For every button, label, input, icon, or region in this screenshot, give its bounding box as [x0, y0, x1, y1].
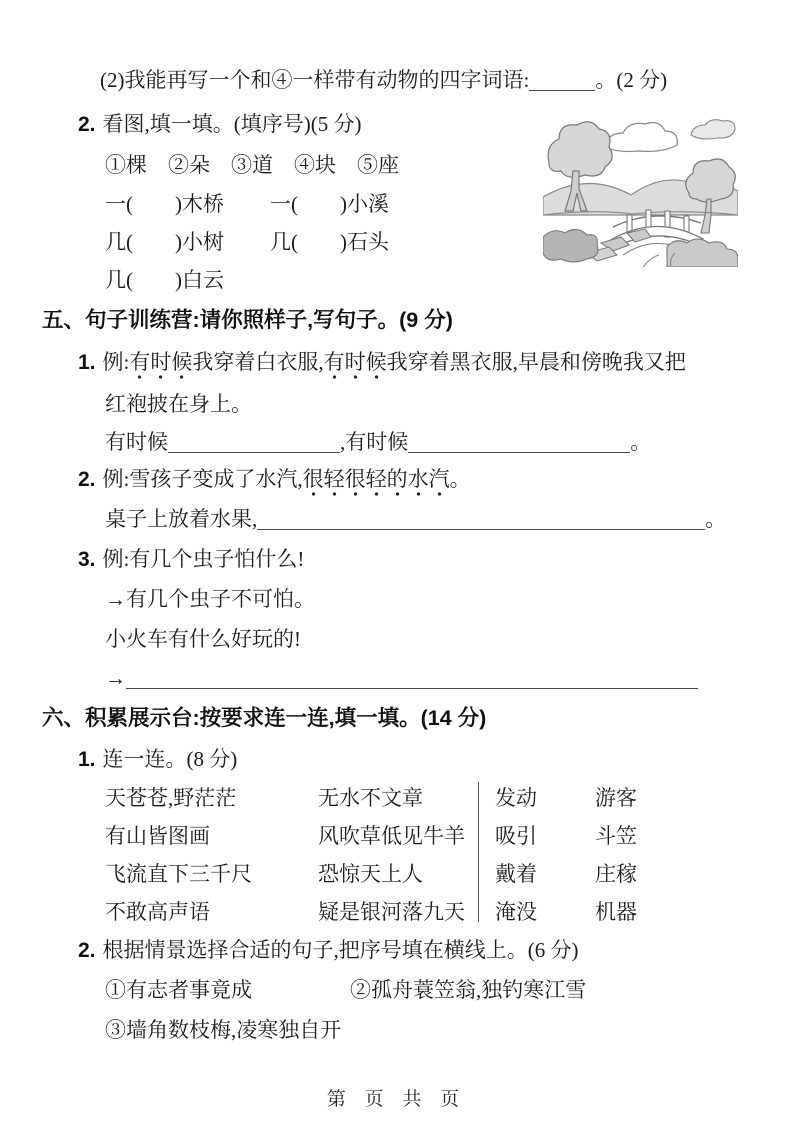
match-right-b: 游客: [595, 786, 637, 810]
measure-word-options-text: ①棵 ②朵 ③道 ④块 ⑤座: [105, 153, 399, 177]
match-right-b: 机器: [595, 900, 637, 924]
answer-blank: [257, 508, 705, 530]
match-left-a: 天苍苍,野茫茫: [105, 786, 237, 810]
example-text: 我穿着白衣服,: [192, 350, 324, 374]
s6-item2-title-text: 根据情景选择合适的句子,把序号填在横线上。(6 分): [102, 938, 579, 962]
s6-item2-title: [78, 938, 579, 963]
match-row: [105, 900, 637, 924]
fill-row-3-text: 几( )白云: [105, 268, 224, 292]
arrow-icon: →: [105, 666, 126, 690]
section-6-heading: [42, 706, 486, 731]
fill-row-1: [105, 192, 389, 216]
section-5-heading-text: 五、句子训练营:请你照样子,写句子。(9 分): [42, 308, 453, 332]
s5-item1-example-line1: [78, 350, 686, 375]
question-2-title-text: 看图,填一填。(填序号)(5 分): [102, 112, 362, 136]
fill-row-2a: 几( )小树: [105, 230, 224, 254]
s6-item1-title: [78, 747, 237, 772]
match-right-a: 吸引: [495, 824, 537, 848]
s6-item2-options-row1: [105, 978, 586, 1002]
s6-item2-options-row2: [105, 1018, 341, 1042]
match-left-b: 恐惊天上人: [318, 862, 423, 886]
s5-item1-answer-line: [105, 430, 651, 454]
answer-prefix: 有时候: [105, 430, 168, 454]
scene-illustration: [543, 115, 738, 267]
match-right-b: 庄稼: [595, 862, 637, 886]
option-3: ③墙角数枝梅,凌寒独自开: [105, 1018, 342, 1042]
match-right-a: 淹没: [495, 900, 537, 924]
s5-item1-example-line2: [105, 392, 252, 416]
cloud-large: [605, 123, 677, 152]
s5-item3-prompt: [105, 627, 301, 651]
item-number: 2.: [78, 939, 96, 962]
section-6-heading-text: 六、积累展示台:按要求连一连,填一填。(14 分): [42, 706, 487, 730]
item-number: 1.: [78, 748, 96, 771]
stream-edge: [643, 255, 659, 267]
option-1: ①有志者事竟成: [105, 978, 252, 1002]
model-answer-text: →有几个虫子不可怕。: [105, 587, 315, 611]
question-2-title: [78, 112, 362, 137]
s5-item3-example: [78, 547, 304, 572]
match-row: [105, 786, 637, 810]
answer-blank: [126, 667, 698, 689]
option-2: ②孤舟蓑笠翁,独钓寒江雪: [350, 978, 587, 1002]
answer-blank: [168, 431, 340, 453]
example-period: 。: [449, 467, 471, 491]
match-row: [105, 824, 637, 848]
question-2-sub2: [100, 68, 667, 92]
example-text: 红袍披在身上。: [105, 392, 252, 416]
example-text: 例:雪孩子变成了水汽,: [102, 467, 303, 491]
fill-row-3: [105, 268, 224, 292]
match-left-a: 不敢高声语: [105, 900, 210, 924]
s5-item3-model-answer: [105, 587, 315, 611]
item-number: 2.: [78, 468, 96, 491]
emphasized-text: 有时候: [129, 350, 192, 380]
right-tree-canopy: [686, 159, 735, 202]
item-number: 3.: [78, 548, 96, 571]
example-label: 例:: [102, 350, 130, 374]
question-2-sub2-points: 。(2 分): [595, 68, 668, 92]
match-left-b: 风吹草低见牛羊: [318, 824, 465, 848]
s5-item3-answer-line: [105, 666, 698, 690]
right-bush: [667, 239, 738, 267]
example-text: 例:有几个虫子怕什么!: [102, 547, 305, 571]
match-left-a: 飞流直下三千尺: [105, 862, 252, 886]
fill-row-1a: 一( )木桥: [105, 192, 224, 216]
item-number: 1.: [78, 351, 96, 374]
match-right-a: 发动: [495, 786, 537, 810]
s5-item2-answer-line: [105, 507, 726, 531]
example-text: 我穿着黑衣服,早晨和傍晚我又把: [386, 350, 686, 374]
fill-row-2b: 几( )石头: [270, 230, 389, 254]
s6-item1-title-text: 连一连。(8 分): [102, 747, 238, 771]
left-tree-canopy: [548, 122, 612, 177]
match-left-b: 无水不文章: [318, 786, 423, 810]
prompt-text: 小火车有什么好玩的!: [105, 627, 301, 651]
left-bush: [543, 229, 598, 262]
answer-blank: [408, 431, 630, 453]
answer-mid: ,有时候: [340, 430, 409, 454]
match-row: [105, 862, 637, 886]
fill-row-2: [105, 230, 389, 254]
page-footer: [0, 1084, 793, 1111]
column-divider: [478, 782, 479, 922]
answer-period: 。: [705, 507, 727, 531]
question-2-sub2-text: (2)我能再写一个和④一样带有动物的四字词语:: [100, 68, 530, 92]
measure-word-options: [105, 153, 399, 177]
match-right-b: 斗笠: [595, 824, 637, 848]
match-left-a: 有山皆图画: [105, 824, 210, 848]
section-5-heading: [42, 308, 453, 333]
cloud-small: [691, 120, 735, 139]
s5-item2-example: [78, 467, 471, 492]
question-number: 2.: [78, 113, 96, 136]
answer-prefix: 桌子上放着水果,: [105, 507, 258, 531]
match-right-a: 戴着: [495, 862, 537, 886]
emphasized-text: 很轻很轻的水汽: [303, 467, 450, 497]
match-left-b: 疑是银河落九天: [318, 900, 465, 924]
page-footer-text: 第 页 共 页: [326, 1089, 467, 1110]
answer-blank: [529, 69, 595, 91]
answer-period: 。: [630, 430, 652, 454]
emphasized-text: 有时候: [324, 350, 387, 380]
fill-row-1b: 一( )小溪: [270, 192, 389, 216]
